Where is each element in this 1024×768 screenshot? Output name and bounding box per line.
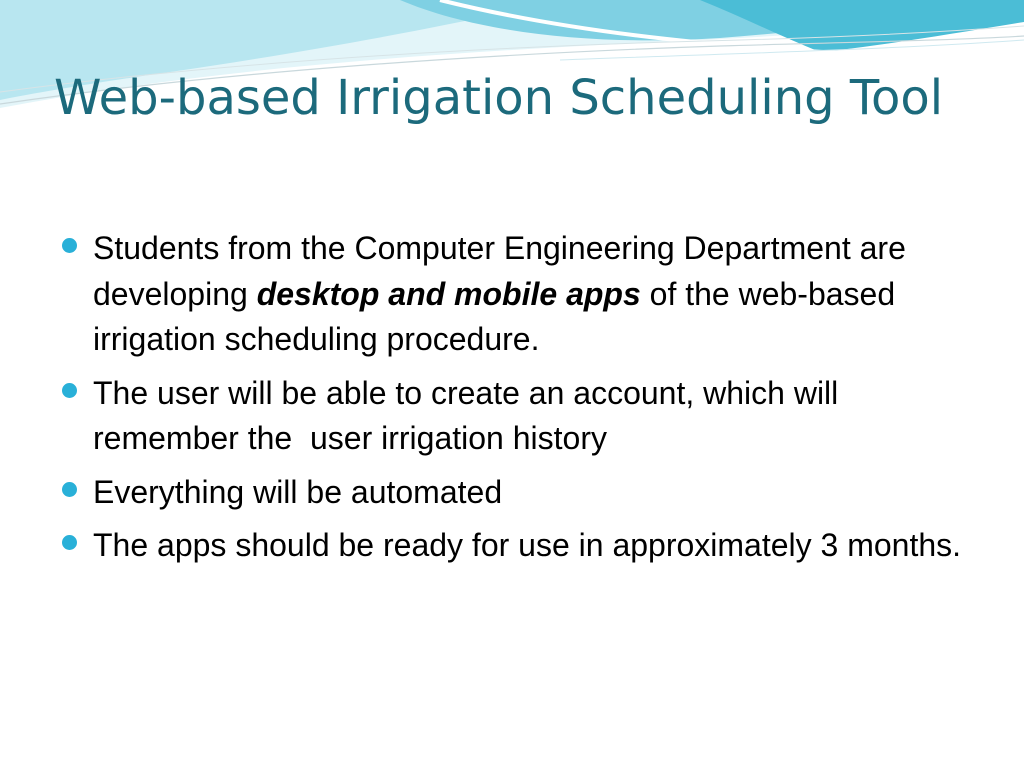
bullet-text: Everything will be automated <box>93 473 503 510</box>
round-dot-bullet-icon <box>62 482 77 497</box>
bullet-text-end: of the web-based irrigation scheduling procedure. <box>93 275 896 357</box>
slide-title: Web-based Irrigation Scheduling Tool <box>54 70 944 126</box>
bullet-emphasis: desktop and mobile apps <box>256 275 641 312</box>
bullet-text-start: Students from the Computer Engineering Department are developing <box>93 230 906 312</box>
list-item <box>62 523 962 569</box>
list-item <box>62 371 962 462</box>
round-dot-bullet-icon <box>62 238 77 253</box>
list-item <box>62 226 962 363</box>
bullet-text: The user will be able to create an account, which will remember the user irrigation history <box>93 374 848 456</box>
bullet-text: The apps should be ready for use in approximately 3 months. <box>93 527 962 563</box>
list-item <box>62 470 962 516</box>
round-dot-bullet-icon <box>62 535 77 550</box>
round-dot-bullet-icon <box>62 383 77 398</box>
bullet-list <box>62 226 962 577</box>
